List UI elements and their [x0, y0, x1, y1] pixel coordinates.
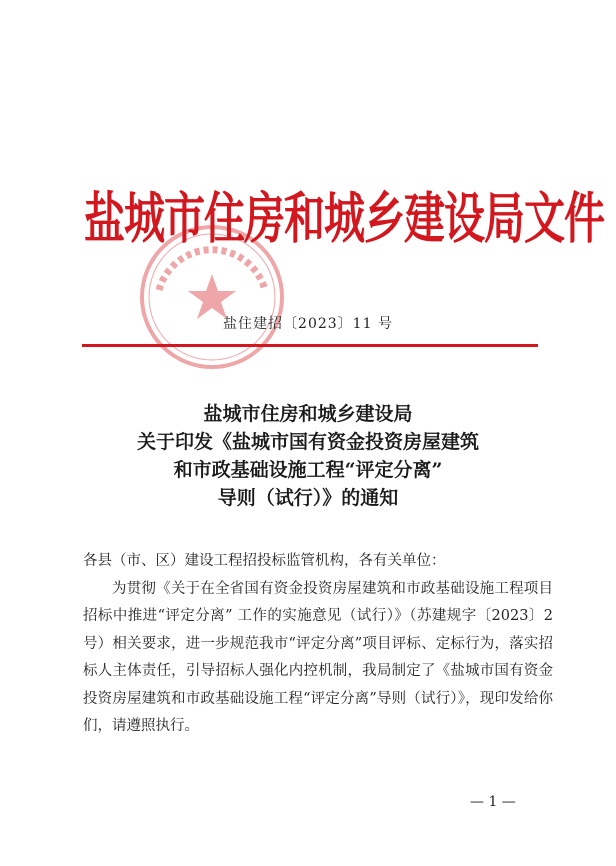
page-number: — 1 —: [470, 794, 516, 810]
official-seal-stamp: [137, 222, 287, 372]
notice-title: [70, 400, 546, 512]
document-header-title: 盐城市住房和城乡建设局文件: [84, 186, 604, 251]
header-divider: [82, 344, 538, 347]
notice-title-line: 和市政基础设施工程“评定分离”: [173, 459, 443, 481]
salutation: 各县（市、区）建设工程招投标监管机构，各有关单位：: [83, 553, 446, 569]
notice-title-line: 盐城市住房和城乡建设局: [203, 403, 413, 425]
notice-title-line: 导则（试行）》的通知: [217, 487, 399, 509]
notice-body: [83, 548, 553, 741]
notice-title-line: 关于印发《盐城市国有资金投资房屋建筑: [136, 431, 479, 453]
document-number: 盐住建招〔2023〕11 号: [223, 316, 393, 332]
body-paragraph: 为贯彻《关于在全省国有资金投资房屋建筑和市政基础设施工程项目招标中推进“评定分离” 工作的实施意见（试行）》（苏建规字〔2023〕2号）相关要求，进一步规范我市“评定分离”项目评标、定标行为，落实招标人主体责任，引导招标人强化内控机制，我局制定了《盐城市国有资金投资房屋建筑和市政基础设施工程“评定分离”导则（试行）》，现印发给你们，请遵照执行。: [83, 580, 553, 734]
